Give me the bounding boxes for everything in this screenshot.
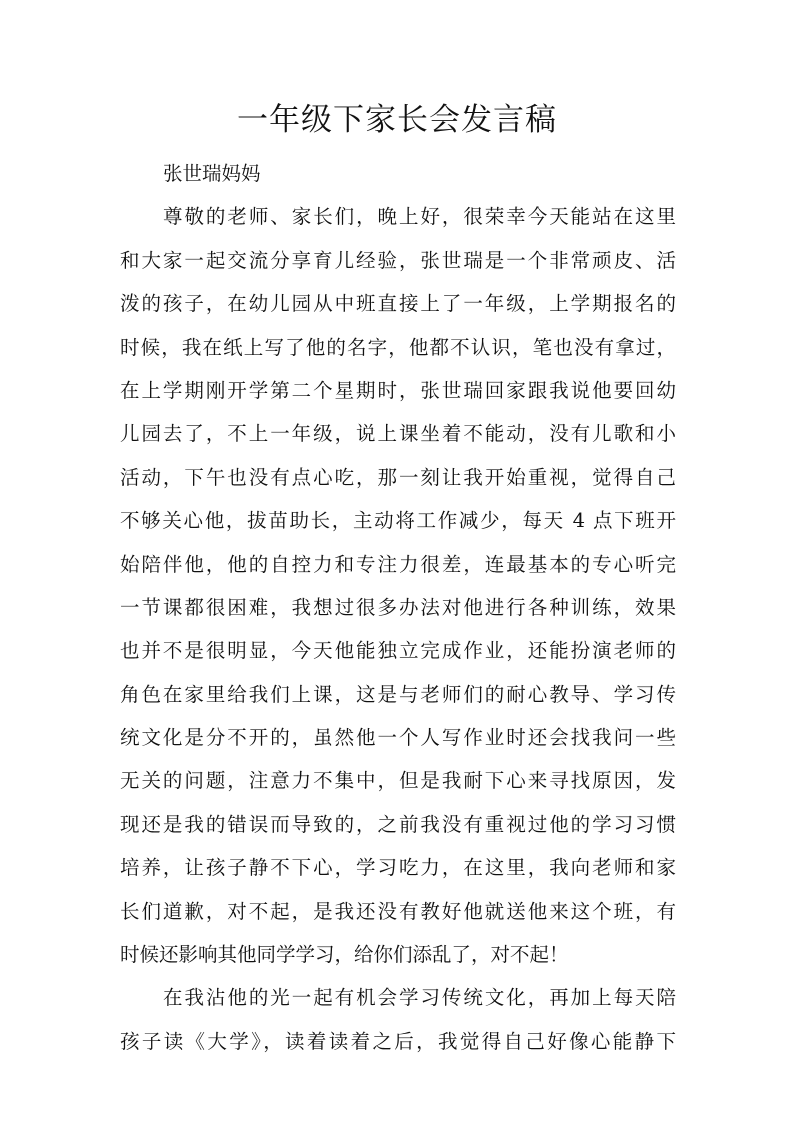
text-line: 一节课都很困难，我想过很多办法对他进行各种训练，效果 [120, 595, 676, 619]
text-line: 长们道歉，对不起，是我还没有教好他就送他来这个班，有 [120, 899, 676, 923]
text-line: 儿园去了，不上一年级，说上课坐着不能动，没有儿歌和小 [120, 422, 676, 446]
text-line: 统文化是分不开的，虽然他一个人写作业时还会找我问一些 [120, 726, 676, 750]
text-line: 在上学期刚开学第二个星期时，张世瑞回家跟我说他要回幼 [120, 378, 676, 402]
text-line: 不够关心他，拔苗助长，主动将工作减少，每天 4 点下班开 [120, 509, 676, 533]
text-line: 时候，我在纸上写了他的名字，他都不认识，笔也没有拿过， [120, 335, 676, 359]
text-line: 和大家一起交流分享育儿经验，张世瑞是一个非常顽皮、活 [120, 248, 676, 272]
text-line: 时候还影响其他同学学习，给你们添乱了，对不起！ [120, 943, 569, 967]
text-line: 培养，让孩子静不下心，学习吃力，在这里，我向老师和家 [120, 856, 676, 880]
text-line: 在我沾他的光一起有机会学习传统文化，再加上每天陪 [163, 986, 676, 1010]
text-line: 尊敬的老师、家长们，晚上好，很荣幸今天能站在这里 [163, 205, 676, 229]
text-line: 角色在家里给我们上课，这是与老师们的耐心教导、学习传 [120, 682, 676, 706]
paragraph-2 [120, 976, 676, 1063]
text-line: 孩子读《大学》，读着读着之后，我觉得自己好像心能静下 [120, 1029, 676, 1053]
text-line: 无关的问题，注意力不集中，但是我耐下心来寻找原因，发 [120, 769, 676, 793]
document-title: 一年级下家长会发言稿 [237, 102, 557, 138]
text-line: 活动，下午也没有点心吃，那一刻让我开始重视，觉得自己 [120, 465, 676, 489]
document-body [120, 152, 676, 1063]
text-line: 现还是我的错误而导致的，之前我没有重视过他的学习习惯 [120, 812, 676, 836]
paragraph-1 [120, 195, 676, 976]
author-line: 张世瑞妈妈 [163, 162, 261, 185]
text-line: 也并不是很明显，今天他能独立完成作业，还能扮演老师的 [120, 639, 676, 663]
text-line: 始陪伴他，他的自控力和专注力很差，连最基本的专心听完 [120, 552, 676, 576]
text-line: 泼的孩子，在幼儿园从中班直接上了一年级，上学期报名的 [120, 292, 676, 316]
